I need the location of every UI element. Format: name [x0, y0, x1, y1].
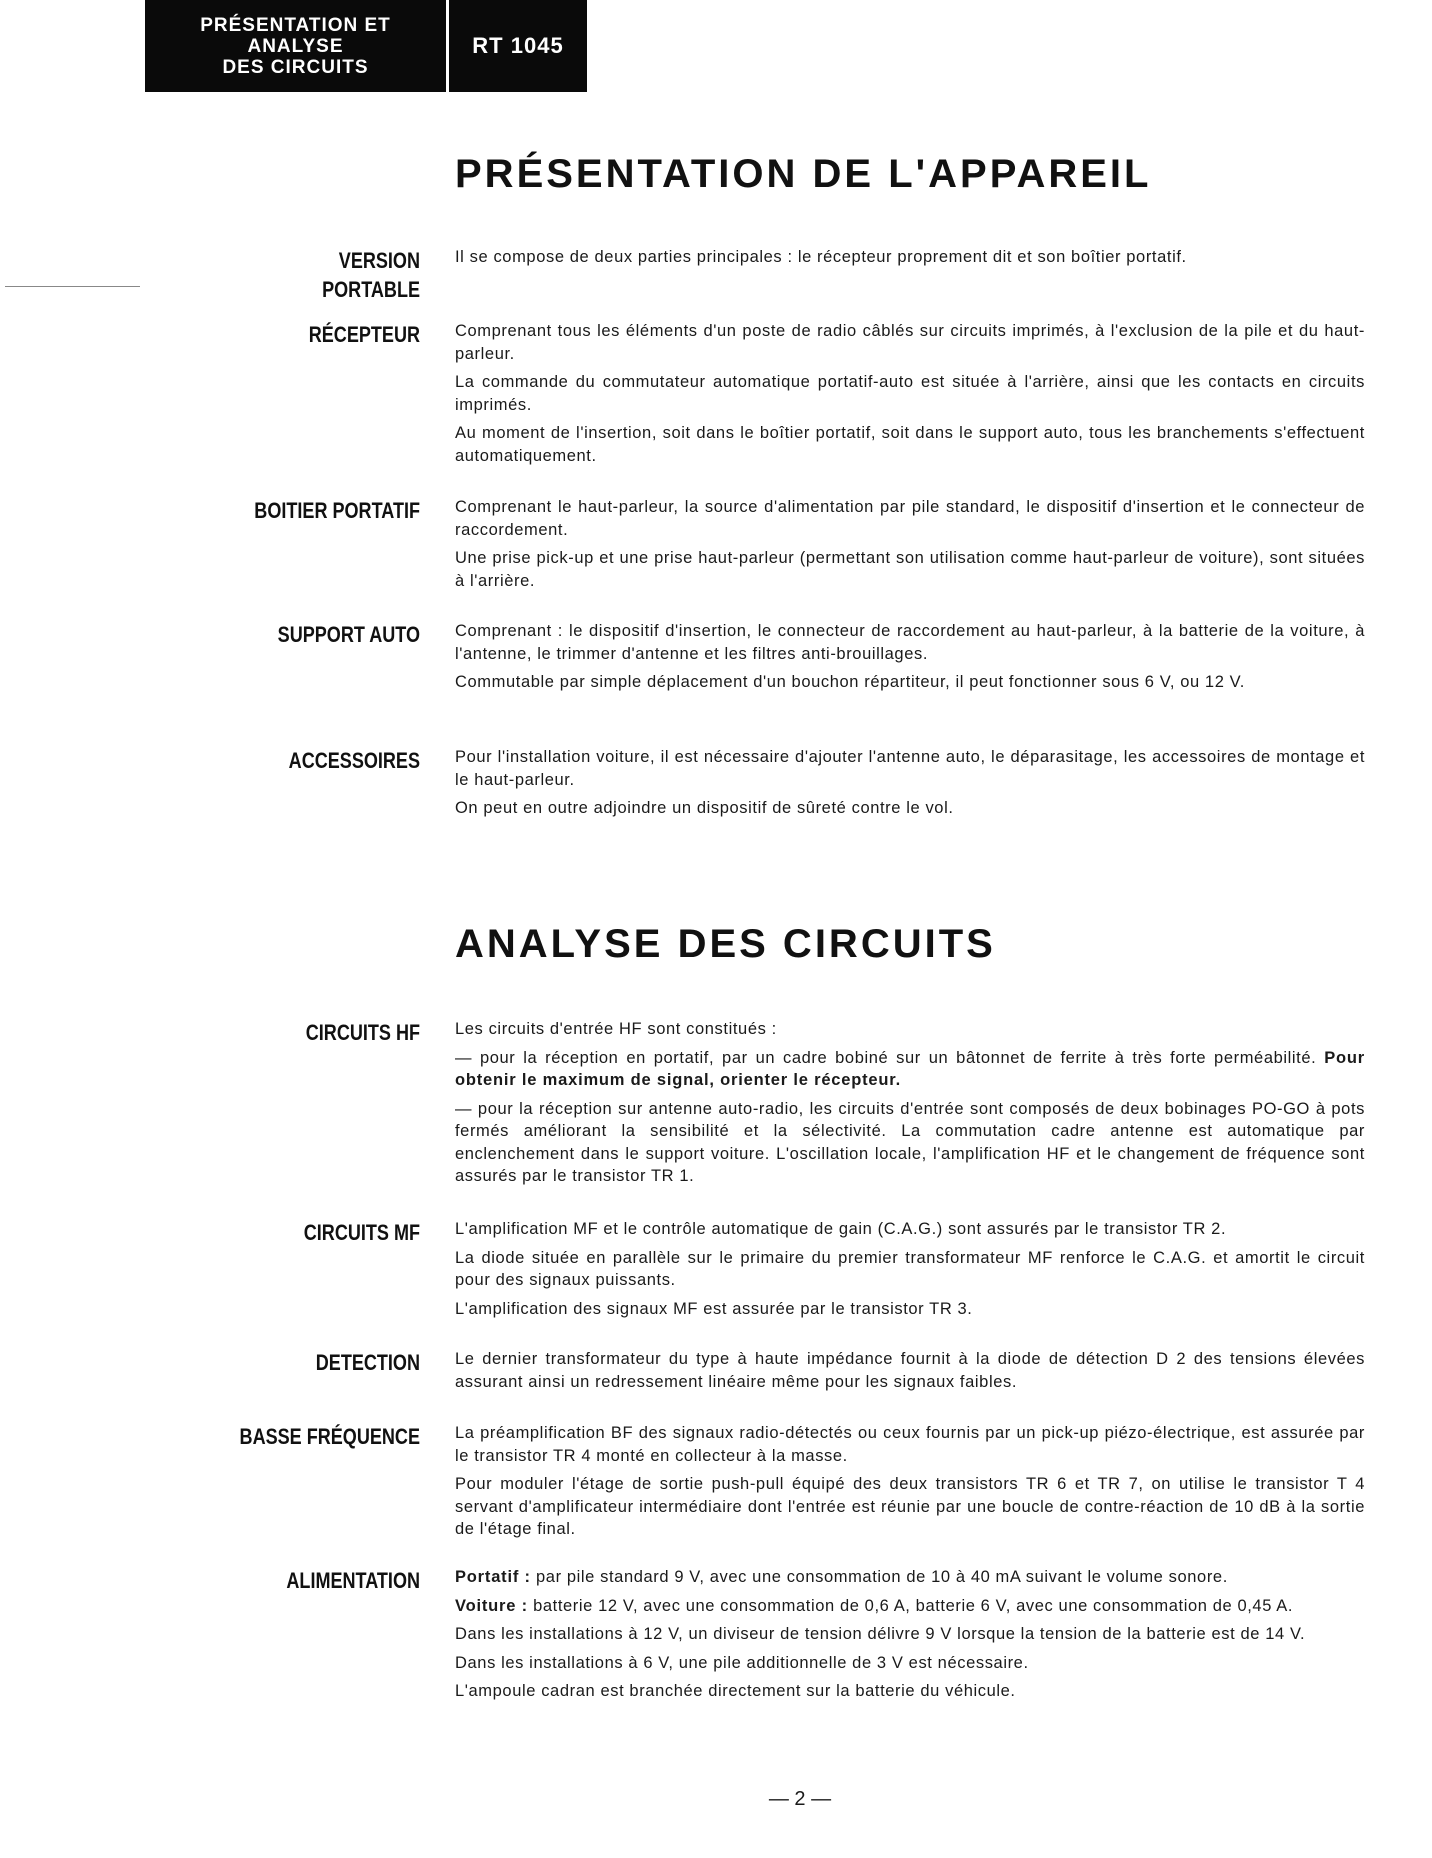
- paragraph: L'amplification MF et le contrôle automatique de gain (C.A.G.) sont assurés par le transistor TR 2.: [455, 1220, 1227, 1238]
- paragraph: — pour la réception sur antenne auto-radio, les circuits d'entrée sont composés de deux bobinages PO-GO à pots fermés améliorant la sensibilité et la sélectivité. La commutation cadre antenne est automatique par enclenchement dans le support voiture. L'oscillation locale, l'amplification HF et le changement de fréquence sont assurés par le transistor TR 1.: [455, 1099, 1365, 1185]
- paragraph: Une prise pick-up et une prise haut-parleur (permettant son utilisation comme haut-parleur de voiture), sont situées à l'arrière.: [455, 549, 1365, 590]
- paragraph: Dans les installations à 6 V, une pile additionnelle de 3 V est nécessaire.: [455, 1653, 1029, 1672]
- section-label: ALIMENTATION: [286, 1568, 420, 1593]
- paragraph: Comprenant : le dispositif d'insertion, le connecteur de raccordement au haut-parleur, à la batterie de la voiture, à l'antenne, le trimmer d'antenne et les filtres anti-brouillages.: [455, 622, 1365, 663]
- section-label: RÉCEPTEUR: [308, 322, 420, 347]
- section-label: VERSION PORTABLE: [322, 248, 420, 302]
- section-label: BASSE FRÉQUENCE: [239, 1424, 420, 1449]
- section-label: ACCESSOIRES: [288, 748, 420, 773]
- paragraph: Commutable par simple déplacement d'un bouchon répartiteur, il peut fonctionner sous 6 V, ou 12 V.: [455, 673, 1245, 691]
- header-model-box: [449, 0, 587, 92]
- paragraph: Au moment de l'insertion, soit dans le boîtier portatif, soit dans le support auto, tous les branchements s'effectuent automatiquement.: [455, 424, 1365, 465]
- paragraph: L'amplification des signaux MF est assurée par le transistor TR 3.: [455, 1299, 973, 1318]
- model-number: RT 1045: [472, 33, 564, 58]
- paragraph: Comprenant le haut-parleur, la source d'alimentation par pile standard, le dispositif d'insertion et le connecteur de raccordement.: [455, 498, 1365, 539]
- bold-instruction: Pour obtenir le maximum de signal, orienter le récepteur.: [455, 1048, 1365, 1089]
- header-section-box: [145, 0, 446, 92]
- header-line: ANALYSE: [247, 35, 344, 57]
- paragraph: On peut en outre adjoindre un dispositif de sûreté contre le vol.: [455, 799, 954, 817]
- margin-rule: [5, 286, 140, 287]
- section-label: CIRCUITS HF: [305, 1020, 420, 1045]
- section-label: CIRCUITS MF: [303, 1220, 420, 1245]
- paragraph: Il se compose de deux parties principales : le récepteur proprement dit et son boîtier portatif.: [455, 248, 1187, 266]
- section-label: SUPPORT AUTO: [277, 622, 420, 647]
- page-number: — 2 —: [768, 1788, 832, 1810]
- paragraph: La diode située en parallèle sur le primaire du premier transformateur MF renforce le C.A.G. et amortit le circuit pour des signaux puissants.: [455, 1248, 1365, 1289]
- title-presentation: PRÉSENTATION DE L'APPAREIL: [455, 152, 1152, 196]
- header-line: DES CIRCUITS: [222, 56, 369, 78]
- header-line: PRÉSENTATION ET: [200, 14, 391, 36]
- paragraph: La commande du commutateur automatique portatif-auto est située à l'arrière, ainsi que les contacts en circuits imprimés.: [455, 373, 1365, 414]
- paragraph: Pour l'installation voiture, il est nécessaire d'ajouter l'antenne auto, le déparasitage, les accessoires de montage et le haut-parleur.: [455, 748, 1365, 789]
- paragraph: L'ampoule cadran est branchée directement sur la batterie du véhicule.: [455, 1682, 1016, 1700]
- paragraph: Les circuits d'entrée HF sont constitués :: [455, 1020, 777, 1038]
- section-label: DETECTION: [315, 1350, 420, 1375]
- paragraph: Comprenant tous les éléments d'un poste de radio câblés sur circuits imprimés, à l'exclusion de la pile et du haut-parleur.: [455, 322, 1365, 363]
- title-analyse: ANALYSE DES CIRCUITS: [455, 922, 996, 966]
- paragraph: Dans les installations à 12 V, un diviseur de tension délivre 9 V lorsque la tension de la batterie est de 14 V.: [455, 1625, 1306, 1643]
- paragraph: — pour la réception en portatif, par un cadre bobiné sur un bâtonnet de ferrite à très forte perméabilité. Pour obtenir le maximum de signal, orienter le récepteur.: [455, 1048, 1365, 1089]
- paragraph: Le dernier transformateur du type à haute impédance fournit à la diode de détection D 2 des tensions élevées assurant ainsi un redressement linéaire même pour les signaux faibles.: [455, 1350, 1365, 1391]
- paragraph: Portatif : par pile standard 9 V, avec une consommation de 10 à 40 mA suivant le volume sonore.: [455, 1568, 1228, 1586]
- paragraph: La préamplification BF des signaux radio-détectés ou ceux fournis par un pick-up piézo-électrique, est assurée par le transistor TR 4 monté en collecteur à la masse.: [455, 1424, 1365, 1465]
- paragraph: Pour moduler l'étage de sortie push-pull équipé des deux transistors TR 6 et TR 7, on utilise le transistor T 4 servant d'amplificateur intermédiaire dont l'entrée est réunie par une boucle de contre-réaction de 10 dB à la sortie de l'étage final.: [455, 1475, 1365, 1538]
- paragraph: Voiture : batterie 12 V, avec une consommation de 0,6 A, batterie 6 V, avec une consommation de 0,45 A.: [455, 1596, 1294, 1615]
- section-label: BOITIER PORTATIF: [254, 498, 420, 523]
